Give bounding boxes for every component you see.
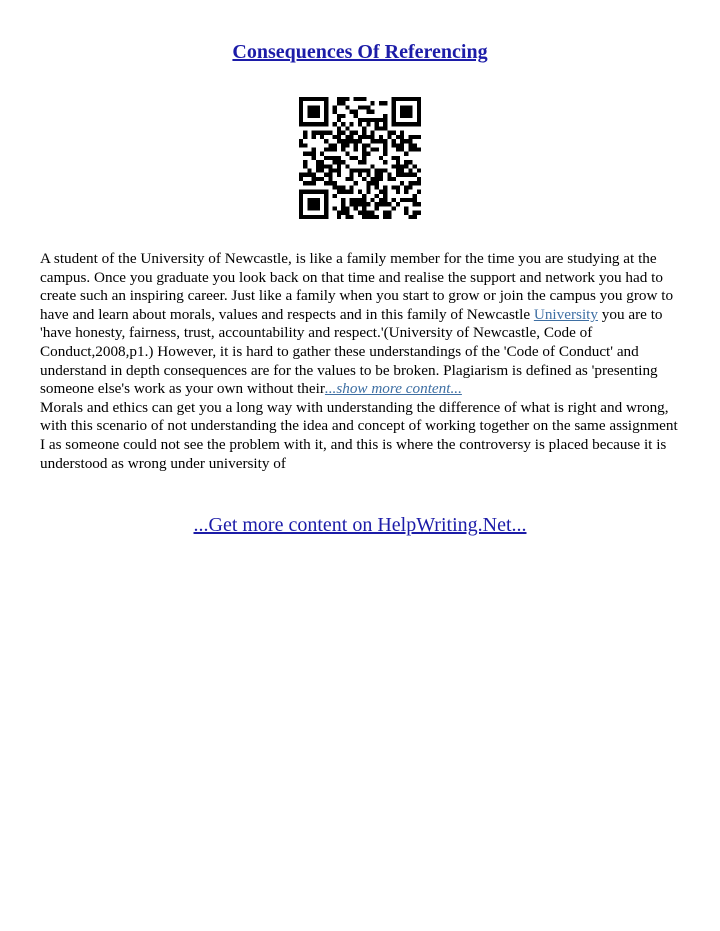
show-more-link[interactable]: ...show more content... — [324, 380, 462, 398]
paragraph-1-text-a: A student of the University of Newcastle, is like a family member for the time you are studying at the campus. Once you graduate you look back on that time and realise the support and network you had to create such an inspiring career. Just like a family when you start to grow or join the campus you grow to have and learn about morals, values and respects and in this family of Newcastle — [40, 250, 674, 323]
footer-cta — [0, 512, 720, 538]
get-more-content-link[interactable]: ...Get more content on HelpWriting.Net... — [193, 514, 527, 536]
page-title — [0, 38, 720, 66]
paragraph-1-text-b: you are to 'have honesty, fairness, trust, accountability and respect.'(University of Newcastle, Code of Conduct,2008,p1.) However, it is hard to gather these understandings of the 'Code of Conduct' and understand in depth consequences are for the values to be broken. Plagiarism is defined as 'presenting someone else's work as your own without their — [40, 305, 663, 398]
article-body — [40, 250, 685, 473]
paragraph-1 — [40, 250, 685, 399]
university-link[interactable]: University — [533, 305, 598, 323]
title-link[interactable]: Consequences Of Referencing — [232, 41, 488, 63]
qr-code-icon — [299, 97, 421, 219]
paragraph-2: Morals and ethics can get you a long way with understanding the difference of what is right and wrong, with this scenario of not understanding the idea and concept of working together on the same assignment I as someone could not see the problem with it, and this is where the controversy is placed because it is understood as wrong under university of — [40, 398, 678, 472]
